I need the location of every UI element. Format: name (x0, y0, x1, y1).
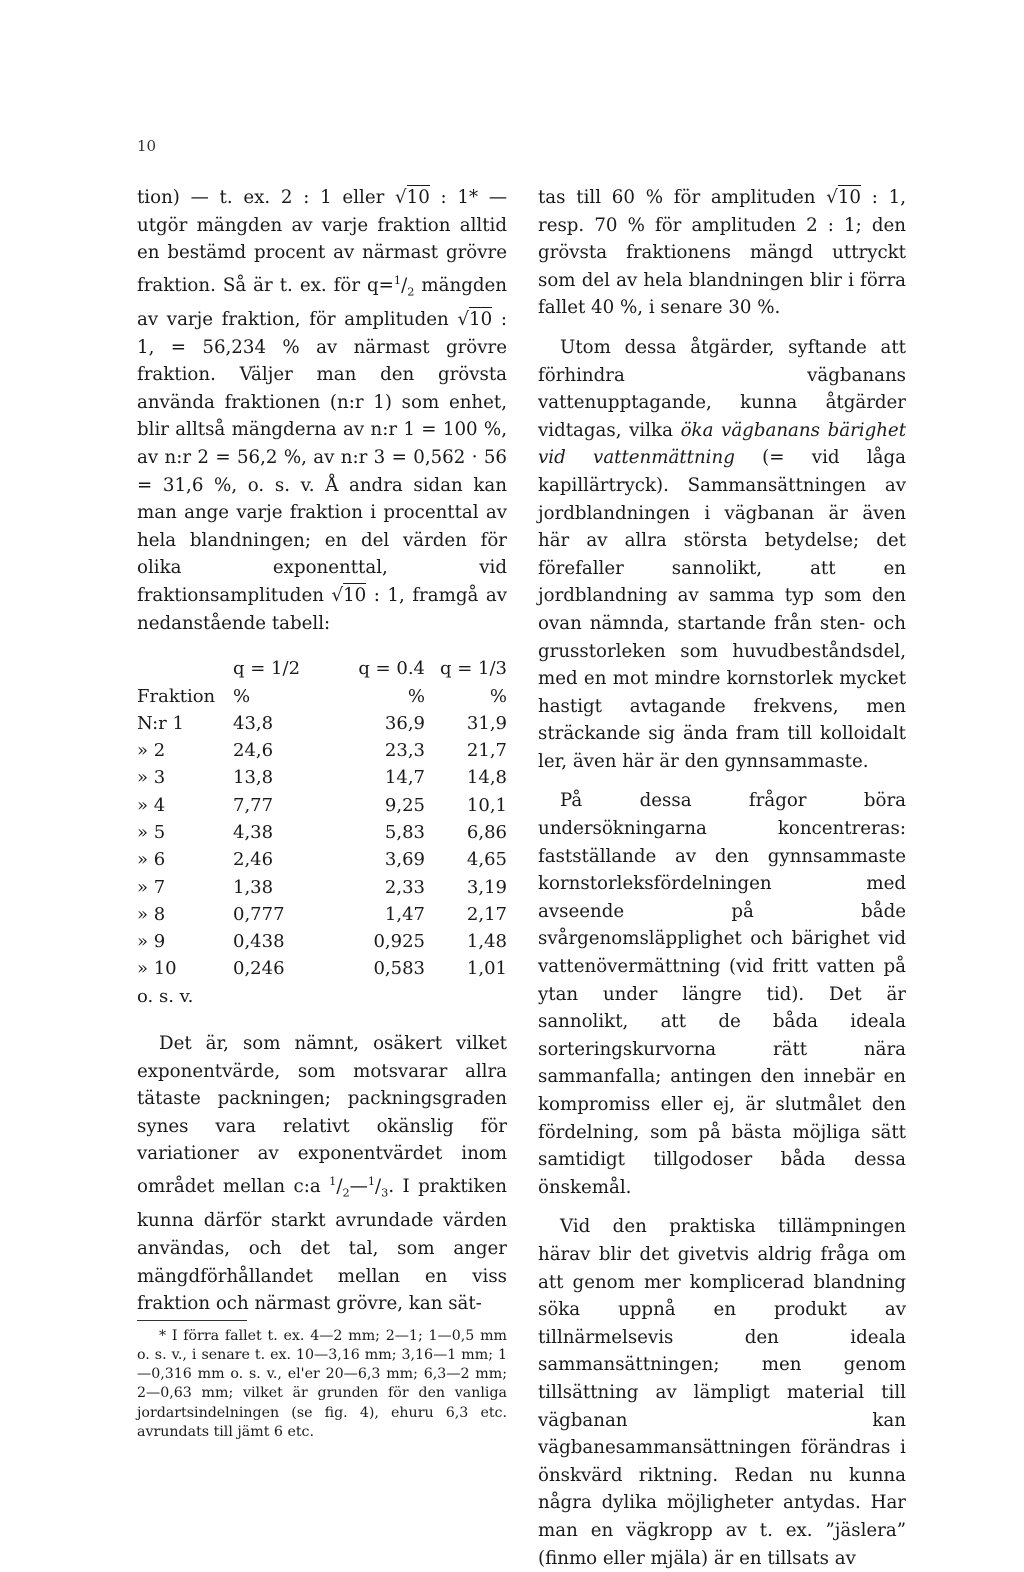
paragraph-measures: Utom dessa åtgärder, syftande att förhindra vägbanans vattenupptagande, kunna åtgärder vidtagas, vilka öka vägbanans bärighet vid vattenmättning (= vid låga kapillärtryck). Sammansättningen av jordblandningen i vägbanan är även här av allra största betydelse; det förefaller sannolikt, att en jordblandning av samma typ som den ovan nämnda, startande från sten- och grusstorleken som huvudbeståndsdel, med en mot mindre kornstorlek mycket hastigt avtagande frekvens, men sträckande sig ända fram till kolloidalt ler, även här är den gynnsammaste. (538, 336, 907, 772)
table-header-q (137, 655, 507, 682)
table-row: » 6 2,46 3,69 4,65 (137, 849, 507, 871)
paragraph-exponent: Det är, som nämnt, osäkert vilket exponentvärde, som motsvarar allra tätaste packningen; packningsgraden synes vara relativt okänslig för variationer av exponentvärdet inom området mellan c:a $^1/_2—^1/_3$. I praktiken kunna därför starkt avrundade värden användas, och det tal, som anger mängdförhållandet mellan en viss fraktion och närmast grövre, kan sät- (137, 1033, 507, 1315)
fraction-table (137, 655, 507, 1010)
paragraph-questions: På dessa frågor böra undersökningarna koncentreras: fastställande av den gynnsammaste kornstorleksfördelningen med avseende på både svårgenomsläpplighet och bärighet vid vattenövermättning (vid fritt vatten på ytan under längre tid). Det är sannolikt, att de båda ideala sorteringskurvorna rätt nära sammanfalla; antingen den innebär en kompromiss eller ej, är slutmålet den fördelning, som på bästa möjliga sätt samtidigt tillgodoser båda dessa önskemål. (538, 790, 906, 1198)
left-column (137, 184, 507, 1442)
table-header-percent (137, 683, 507, 710)
right-column (538, 184, 906, 1572)
q-header-2: q = 0.4 (358, 658, 425, 680)
table-row: » 8 0,777 1,47 2,17 (137, 903, 507, 925)
percent-label: % (233, 685, 251, 707)
footnote: * I förra fallet t. ex. 4—2 mm; 2—1; 1—0,5 mm o. s. v., i senare t. ex. 10—3,16 mm; 3,16—1 mm; 1—0,316 mm o. s. v., el'er 20—6,3 mm; 6,3—2 mm; 2—0,63 mm; vilket är grunden för den vanliga jordartsindelningen (se fig. 4), ehuru 6,3 etc. avrundats till jämt 6 etc. (137, 1327, 507, 1440)
q-header-3: q = 1/3 (439, 658, 507, 680)
table-row: » 7 1,38 2,33 3,19 (137, 876, 507, 898)
percent-label: % (407, 685, 425, 707)
paragraph-intro: tion) — t. ex. 2 : 1 eller √10 : 1* — utgör mängden av varje fraktion alltid en bestämd procent av närmast grövre fraktion. Så är t. ex. för $q=^1/_2$ mängden av varje fraktion, för amplituden √10 : 1, = 56,234 % av närmast grövre fraktion. Väljer man den grövsta använda fraktionen (n:r 1) som enhet, blir alltså mängderna av n:r 1 = 100 %, av n:r 2 = 56,2 %, av n:r 3 = 0,562 · 56 = 31,6 %, o. s. v. Å andra sidan kan man ange varje fraktion i procenttal av hela blandningen; en del värden för olika exponenttal, vid fraktionsamplituden √10 : 1, framgå av nedanstående tabell: (137, 187, 508, 634)
table-row: » 9 0,438 0,925 1,48 (137, 931, 507, 953)
table-osv: o. s. v. (137, 985, 194, 1007)
page-number: 10 (137, 137, 157, 155)
table-row: N:r 1 43,8 36,9 31,9 (137, 712, 507, 734)
table-row: » 5 4,38 5,83 6,86 (137, 821, 507, 843)
fraktion-label: Fraktion (137, 685, 216, 707)
q-header-1: q = 1/2 (233, 658, 301, 680)
table-osv-row (137, 983, 507, 1010)
table-row: » 10 0,246 0,583 1,01 (137, 958, 507, 980)
percent-label: % (489, 685, 507, 707)
paragraph-continuation: tas till 60 % för amplituden √10 : 1, resp. 70 % för amplituden 2 : 1; den grövsta fraktionens mängd uttryckt som del av hela blandningen blir i förra fallet 40 %, i senare 30 %. (538, 187, 906, 319)
table-row: » 3 13,8 14,7 14,8 (137, 767, 507, 789)
table-row: » 4 7,77 9,25 10,1 (137, 794, 507, 816)
table-row: » 2 24,6 23,3 21,7 (137, 740, 507, 762)
footnote-divider (137, 1320, 247, 1321)
paragraph-practical: Vid den praktiska tillämpningen härav blir det givetvis aldrig fråga om att genom mer komplicerad blandning söka uppnå en produkt av tillnärmelsevis den ideala sammansättningen; men genom tillsättning av lämpligt material till vägbanan kan vägbanesammansättningen förändras i önskvärd riktning. Redan nu kunna några dylika möjligheter antydas. Har man en vägkropp av t. ex. ”jäslera” (finmo eller mjäla) är en tillsats av (538, 1216, 906, 1569)
